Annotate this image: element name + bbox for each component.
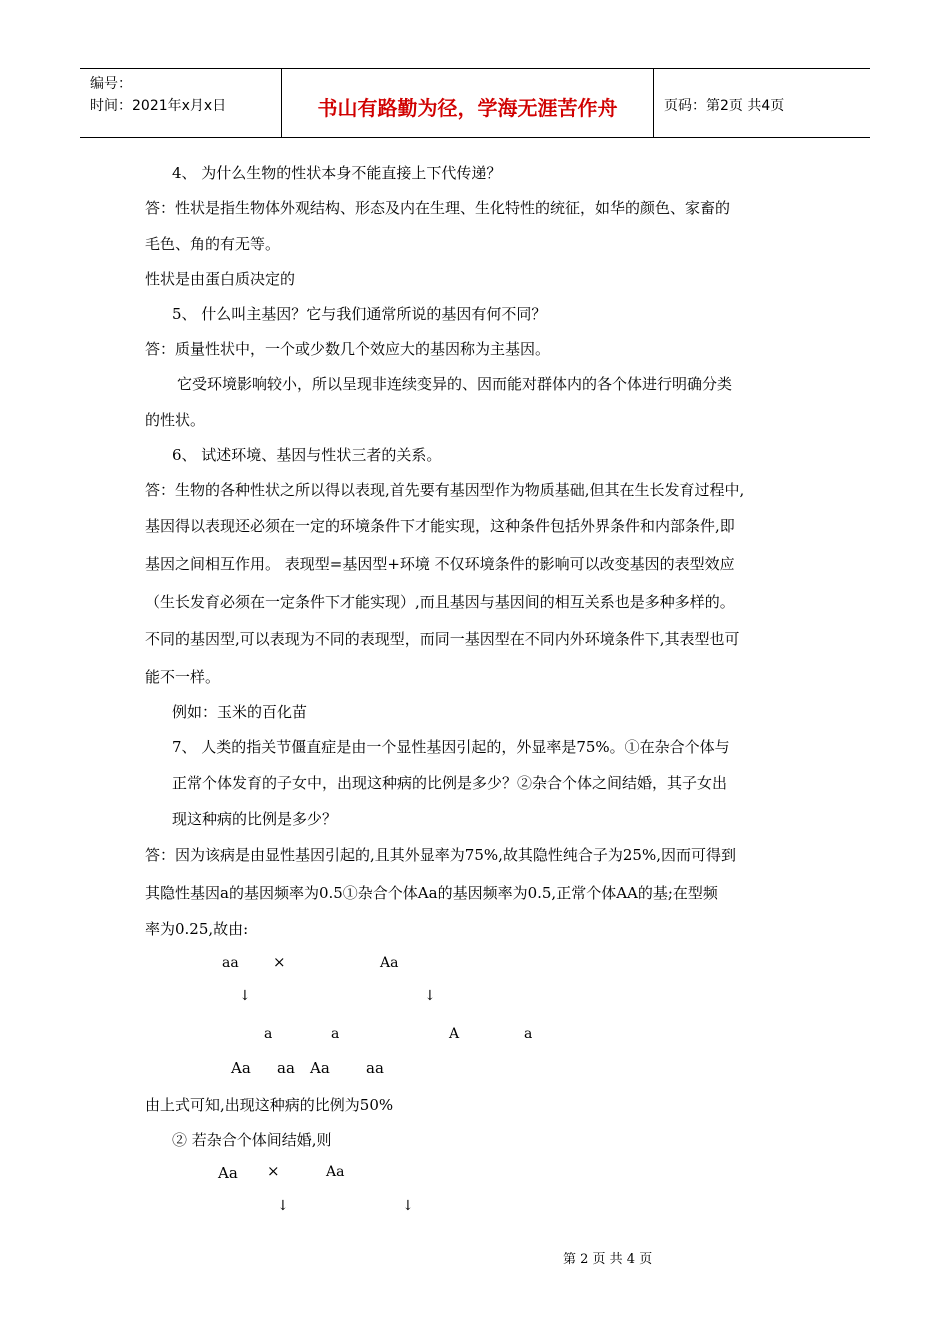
cross-2-parent-1: Aa (218, 1164, 238, 1182)
header-meta (80, 69, 282, 137)
page-footer: 第 2 页 共 4 页 (563, 1252, 653, 1267)
offspring-4: aa (366, 1059, 384, 1077)
document-time: 时间：2021年x月x日 (90, 98, 227, 114)
question-4: 4、 为什么生物的性状本身不能直接上下代传递？ (172, 164, 502, 182)
question-7-line-3: 现这种病的比例是多少？ (172, 810, 338, 828)
answer-6-example: 例如：玉米的百化苗 (172, 703, 308, 721)
arrow-down-icon: ↓ (239, 988, 251, 1004)
answer-6-line-6: 能不一样。 (145, 668, 221, 686)
conclusion-1: 由上式可知,出现这种病的比例为50% (145, 1096, 394, 1114)
offspring-2: aa (277, 1059, 295, 1077)
gamete-3: A (449, 1026, 460, 1042)
answer-5-line-3: 的性状。 (145, 411, 206, 429)
document-number-label: 编号： (90, 76, 132, 92)
header-page-info: 页码：第2页 共4页 (664, 98, 785, 114)
page-header (80, 68, 870, 138)
part-2-intro: ② 若杂合个体间结婚,则 (172, 1131, 332, 1149)
question-5: 5、 什么叫主基因？它与我们通常所说的基因有何不同？ (172, 305, 547, 323)
question-7-line-2: 正常个体发育的子女中，出现这种病的比例是多少？②杂合个体之间结婚，其子女出 (172, 774, 728, 792)
answer-5-line-1: 答：质量性状中，一个或少数几个效应大的基因称为主基因。 (145, 340, 551, 358)
answer-4-line-1: 答：性状是指生物体外观结构、形态及内在生理、生化特性的统征，如华的颜色、家畜的 (145, 199, 731, 217)
arrow-down-icon: ↓ (424, 988, 436, 1004)
answer-6-line-5: 不同的基因型,可以表现为不同的表现型，而同一基因型在不同内外环境条件下,其表型也可 (145, 630, 740, 648)
cross-1-times: × (273, 953, 286, 971)
answer-6-line-2: 基因得以表现还必须在一定的环境条件下才能实现，这种条件包括外界条件和内部条件,即 (145, 517, 735, 535)
offspring-1: Aa (231, 1059, 251, 1077)
answer-5-line-2: 它受环境影响较小，所以呈现非连续变异的、因而能对群体内的各个体进行明确分类 (177, 375, 733, 393)
answer-4-line-3: 性状是由蛋白质决定的 (145, 270, 296, 288)
offspring-3: Aa (310, 1059, 330, 1077)
answer-6-line-1: 答：生物的各种性状之所以得以表现,首先要有基因型作为物质基础,但其在生长发育过程中, (145, 481, 745, 499)
question-6: 6、 试述环境、基因与性状三者的关系。 (172, 446, 442, 464)
question-7-line-1: 7、 人类的指关节僵直症是由一个显性基因引起的，外显率是75%。①在杂合个体与 (172, 738, 730, 756)
cross-2-parent-2: Aa (326, 1164, 345, 1180)
gamete-4: a (524, 1026, 533, 1042)
arrow-down-icon: ↓ (277, 1198, 289, 1214)
gamete-2: a (331, 1026, 340, 1042)
header-motto: 书山有路勤为径，学海无涯苦作舟 (282, 69, 654, 137)
arrow-down-icon: ↓ (402, 1198, 414, 1214)
gamete-1: a (264, 1026, 273, 1042)
cross-1-parent-2: Aa (380, 955, 399, 971)
answer-6-line-3: 基因之间相互作用。 表现型=基因型+环境 不仅环境条件的影响可以改变基因的表型效应 (145, 555, 735, 573)
answer-4-line-2: 毛色、角的有无等。 (145, 235, 281, 253)
answer-7-line-3: 率为0.25,故由: (145, 920, 249, 938)
answer-6-line-4: （生长发育必须在一定条件下才能实现）,而且基因与基因间的相互关系也是多种多样的。 (145, 593, 735, 611)
answer-7-line-2: 其隐性基因a的基因频率为0.5①杂合个体Aa的基因频率为0.5,正常个体AA的基;在型频 (145, 884, 718, 902)
answer-7-line-1: 答：因为该病是由显性基因引起的,且其外显率为75%,故其隐性纯合子为25%,因而可得到 (145, 846, 736, 864)
cross-1-parent-1: aa (222, 955, 239, 971)
cross-2-times: × (267, 1162, 280, 1180)
